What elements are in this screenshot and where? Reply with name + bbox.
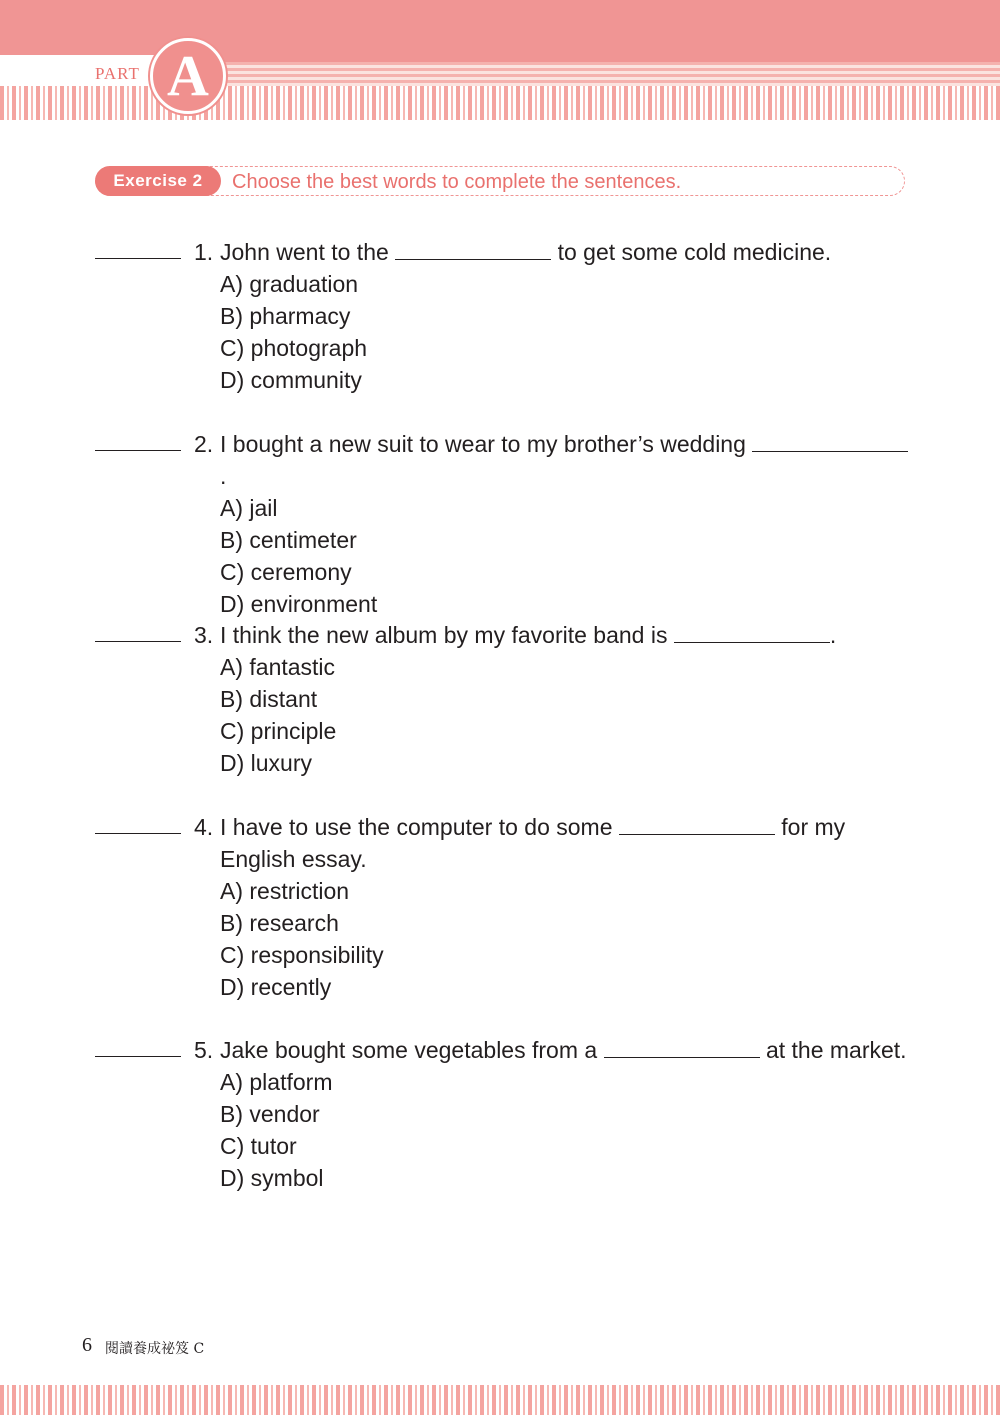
exercise-label: Exercise 2 (95, 166, 221, 196)
answer-blank[interactable] (95, 258, 181, 259)
question-number: 4. (194, 814, 214, 840)
fill-in-blank (395, 237, 551, 260)
header-stripes (0, 86, 1000, 120)
question-stem: I bought a new suit to wear to my brother’s wedding . (220, 428, 910, 492)
option-a: A) platform (220, 1069, 333, 1095)
exercise-instruction: Choose the best words to complete the sentences. (232, 171, 682, 193)
question-number: 1. (194, 239, 214, 265)
question-1 (95, 236, 915, 396)
footer-stripes (0, 1385, 1000, 1415)
book-title: 閱讀養成祕笈 C (105, 1341, 205, 1357)
question-4 (95, 811, 915, 1003)
page-number: 6 (82, 1334, 92, 1356)
option-b: B) pharmacy (220, 303, 351, 329)
option-a: A) jail (220, 495, 278, 521)
option-d: D) symbol (220, 1165, 324, 1191)
option-c: C) principle (220, 718, 337, 744)
option-c: C) ceremony (220, 559, 352, 585)
option-c: C) tutor (220, 1133, 297, 1159)
option-b: B) research (220, 910, 339, 936)
option-c: C) responsibility (220, 942, 384, 968)
option-d: D) environment (220, 591, 378, 617)
fill-in-blank (752, 429, 908, 452)
question-5 (95, 1034, 915, 1194)
header-band (0, 0, 1000, 62)
option-b: B) vendor (220, 1101, 320, 1127)
question-stem: I have to use the computer to do some for my English essay. (220, 814, 846, 872)
option-a: A) restriction (220, 878, 350, 904)
part-badge (150, 38, 226, 114)
question-stem: John went to the to get some cold medicine. (220, 239, 832, 265)
question-number: 3. (194, 622, 214, 648)
option-a: A) graduation (220, 271, 359, 297)
option-a: A) fantastic (220, 654, 336, 680)
question-3 (95, 619, 915, 779)
question-stem: Jake bought some vegetables from a at the market. (220, 1037, 907, 1063)
option-d: D) recently (220, 974, 332, 1000)
question-2 (95, 428, 915, 620)
question-number: 2. (194, 431, 214, 457)
option-d: D) community (220, 367, 362, 393)
fill-in-blank (619, 812, 775, 835)
part-letter: A (167, 43, 209, 108)
fill-in-blank (604, 1035, 760, 1058)
answer-blank[interactable] (95, 833, 181, 834)
answer-blank[interactable] (95, 450, 181, 451)
answer-blank[interactable] (95, 1056, 181, 1057)
header-pink-strip (200, 62, 1000, 86)
question-stem: I think the new album by my favorite band is . (220, 622, 837, 648)
fill-in-blank (674, 620, 830, 643)
option-b: B) distant (220, 686, 318, 712)
option-d: D) luxury (220, 750, 313, 776)
question-number: 5. (194, 1037, 214, 1063)
option-b: B) centimeter (220, 527, 357, 553)
part-label: PART (95, 64, 140, 83)
option-c: C) photograph (220, 335, 368, 361)
answer-blank[interactable] (95, 641, 181, 642)
